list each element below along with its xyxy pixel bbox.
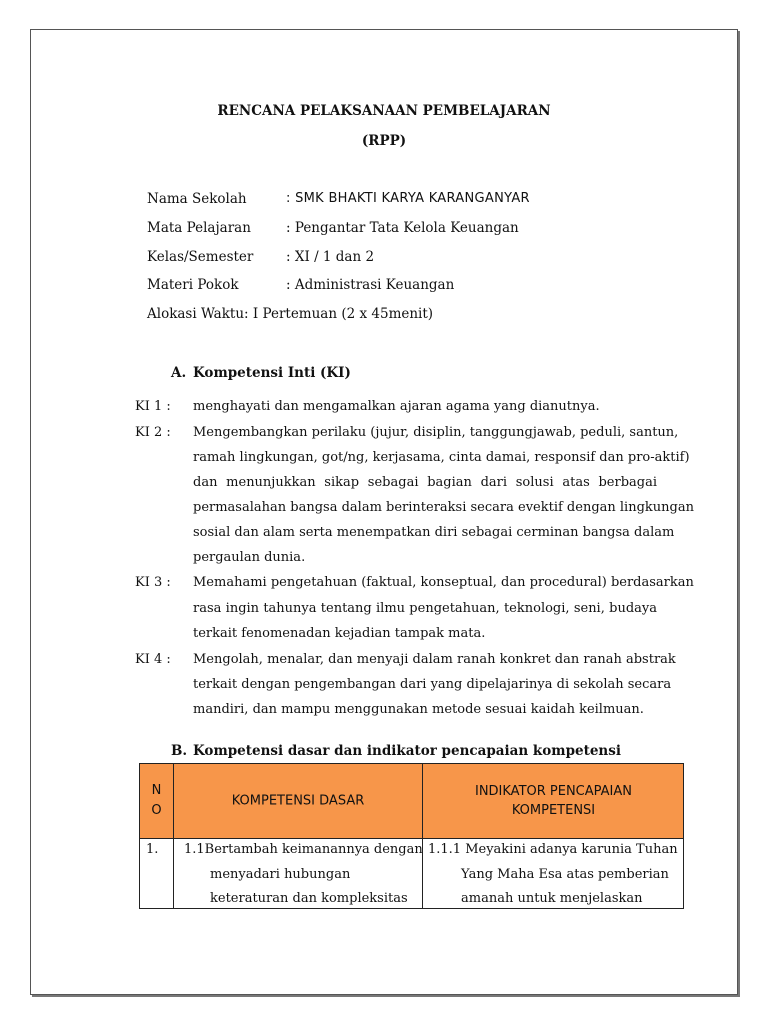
kd-text-line: 1.1Bertambah keimanannya dengan: [184, 842, 423, 857]
indicator-text-line: 1.1.1 Meyakini adanya karunia Tuhan: [428, 842, 678, 857]
header-indicator-line: KOMPETENSI: [511, 803, 596, 818]
table-cell-kd: [173, 838, 422, 909]
header-indicator-line: INDIKATOR PENCAPAIAN: [474, 784, 633, 799]
identity-value: : Pengantar Tata Kelola Keuangan: [286, 220, 519, 236]
table-right-border: [683, 763, 684, 909]
table-bottom-border: [139, 908, 684, 909]
ki-label: KI 4 :: [135, 652, 171, 667]
ki-text-line: dan menunjukkan sikap sebagai bagian dari solusi atas berbagai: [193, 475, 657, 490]
identity-value: : SMK BHAKTI KARYA KARANGANYAR: [286, 191, 530, 206]
ki-text-line: sosial dan alam serta menempatkan diri sebagai cerminan bangsa dalam: [193, 525, 675, 540]
section-letter: A.: [171, 365, 187, 381]
document-subtitle: (RPP): [361, 133, 407, 149]
identity-label: Materi Pokok: [147, 277, 239, 293]
identity-value: : XI / 1 dan 2: [286, 249, 375, 265]
section-letter: B.: [171, 743, 188, 759]
document-title: RENCANA PELAKSANAAN PEMBELAJARAN: [217, 103, 551, 119]
header-kd-text: KOMPETENSI DASAR: [231, 793, 365, 809]
indicator-text-line: Yang Maha Esa atas pemberian: [461, 867, 669, 882]
ki-label: KI 3 :: [135, 575, 171, 590]
ki-text-line: ramah lingkungan, got/ng, kerjasama, cinta damai, responsif dan pro-aktif): [193, 450, 690, 465]
indicator-text-line: amanah untuk menjelaskan: [461, 891, 643, 906]
kd-text-line: keteraturan dan kompleksitas: [210, 891, 408, 906]
header-no-line: O: [151, 803, 162, 818]
table-header-no: [139, 763, 173, 838]
ki-text-line: Mengolah, menalar, dan menyaji dalam ranah konkret dan ranah abstrak: [193, 652, 676, 667]
ki-text-line: pergaulan dunia.: [193, 550, 306, 565]
ki-text-line: permasalahan bangsa dalam berinteraksi secara evektif dengan lingkungan: [193, 500, 694, 515]
ki-label: KI 1 :: [135, 399, 171, 414]
section-a-heading: [171, 365, 351, 381]
header-no-line: N: [151, 783, 162, 798]
identity-value: : Administrasi Keuangan: [286, 277, 455, 293]
ki-label: KI 2 :: [135, 425, 171, 440]
ki-text-line: Mengembangkan perilaku (jujur, disiplin, tanggungjawab, peduli, santun,: [193, 425, 679, 440]
table-header-kd: [173, 763, 422, 838]
ki-text-line: rasa ingin tahunya tentang ilmu pengetahuan, teknologi, seni, budaya: [193, 601, 657, 616]
table-cell-indicator: [422, 838, 684, 909]
competency-table: [139, 763, 684, 909]
ki-text-line: menghayati dan mengamalkan ajaran agama yang dianutnya.: [193, 399, 600, 414]
row-number: 1.: [146, 842, 159, 857]
section-title: Kompetensi dasar dan indikator pencapaian kompetensi: [193, 743, 621, 759]
ki-text-line: terkait fenomenadan kejadian tampak mata.: [193, 626, 486, 641]
ki-text-line: terkait dengan pengembangan dari yang dipelajarinya di sekolah secara: [193, 677, 672, 692]
table-header-indicator: [422, 763, 684, 838]
section-b-heading: [171, 743, 621, 759]
identity-label: Nama Sekolah: [147, 191, 247, 207]
table-cell-no: [139, 838, 173, 909]
section-title: Kompetensi Inti (KI): [193, 365, 351, 381]
ki-text-line: mandiri, dan mampu menggunakan metode sesuai kaidah keilmuan.: [193, 702, 644, 717]
kd-text-line: menyadari hubungan: [210, 867, 351, 882]
identity-label: Mata Pelajaran: [147, 220, 251, 236]
identity-label: Kelas/Semester: [147, 249, 254, 265]
ki-text-line: Memahami pengetahuan (faktual, konseptual, dan procedural) berdasarkan: [193, 575, 694, 590]
time-allocation: Alokasi Waktu: I Pertemuan (2 x 45menit): [147, 306, 434, 322]
